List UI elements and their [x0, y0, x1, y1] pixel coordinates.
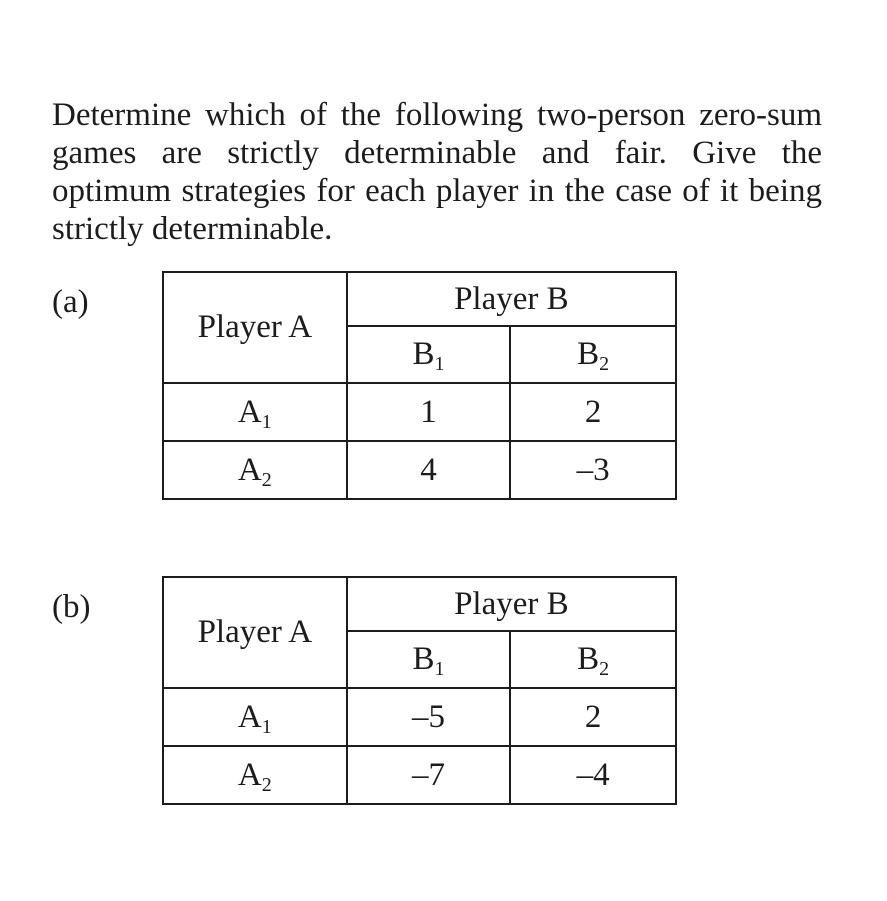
column-header-b2: $B_2$ [510, 326, 676, 383]
column-header-b1: $B_1$ [347, 631, 511, 688]
row-header-a1: $A_1$ [163, 688, 347, 746]
row-header-a2: $A_2$ [163, 441, 347, 499]
table-row [163, 441, 676, 499]
payoff-cell: –3 [510, 441, 676, 499]
payoff-cell: 2 [510, 383, 676, 441]
payoff-table-a [162, 271, 677, 500]
payoff-cell: –4 [510, 746, 676, 804]
payoff-cell: 4 [347, 441, 511, 499]
table-row [163, 383, 676, 441]
payoff-cell: –5 [347, 688, 511, 746]
table-row [163, 746, 676, 804]
payoff-cell: 2 [510, 688, 676, 746]
row-header-a2: $A_2$ [163, 746, 347, 804]
column-header-b2: $B_2$ [510, 631, 676, 688]
row-player-label: Player A [163, 272, 347, 383]
column-player-label: Player B [347, 272, 676, 326]
payoff-cell: –7 [347, 746, 511, 804]
part-b-label: (b) [52, 589, 91, 625]
column-header-b1: $B_1$ [347, 326, 511, 383]
payoff-cell: 1 [347, 383, 511, 441]
column-player-label: Player B [347, 577, 676, 631]
part-a-label: (a) [52, 284, 89, 320]
row-header-a1: $A_1$ [163, 383, 347, 441]
problem-statement: Determine which of the following two-person zero-sum games are strictly determinable and fair. Give the optimum strategies for each player in the case of it being strictly determinable. [52, 97, 822, 247]
table-row [163, 688, 676, 746]
row-player-label: Player A [163, 577, 347, 688]
payoff-table-b [162, 576, 677, 805]
